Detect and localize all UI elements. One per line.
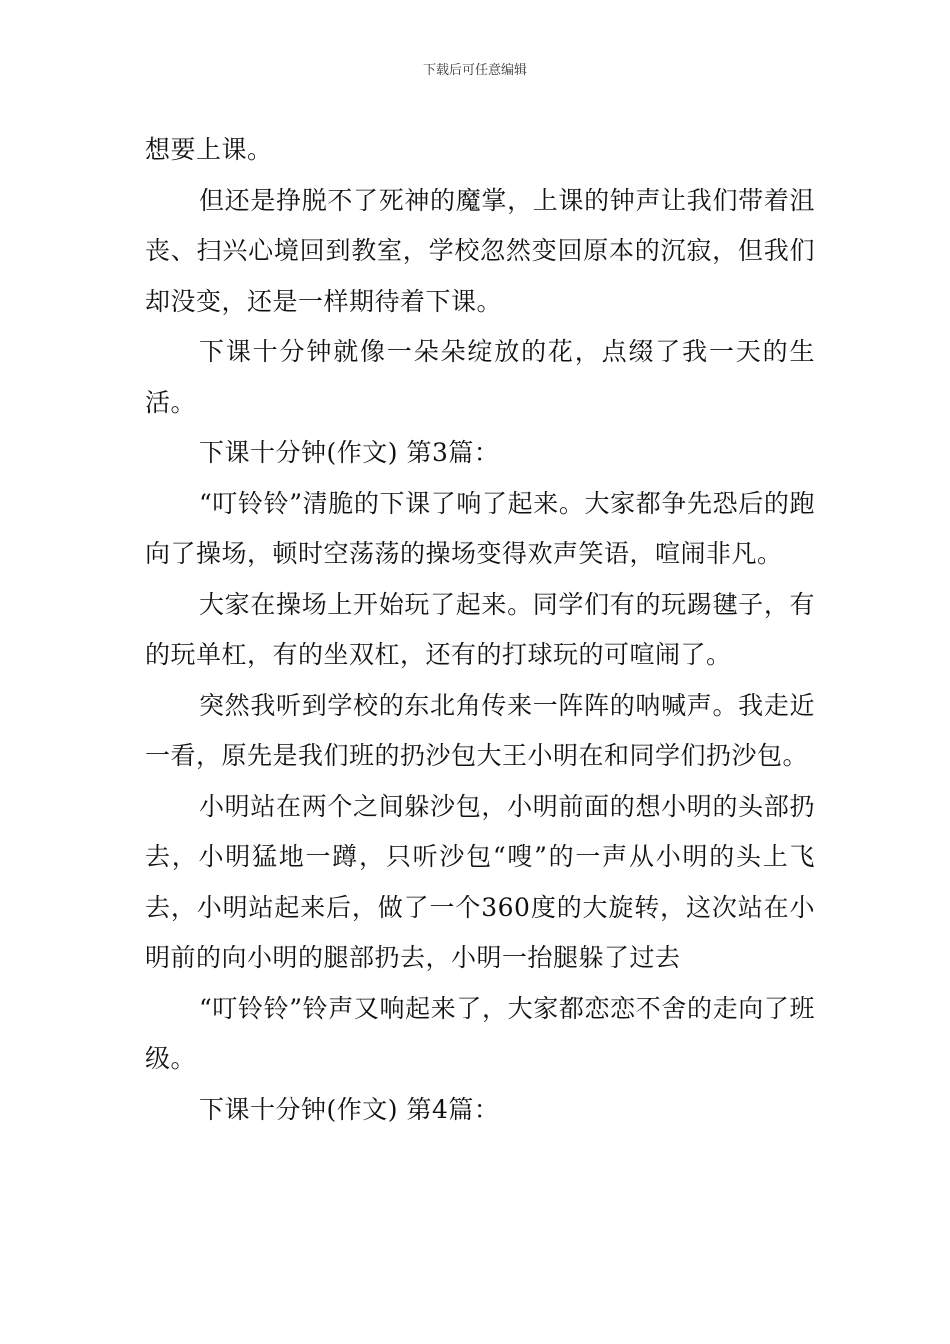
section-heading: 下课十分钟(作文) 第4篇： — [199, 1094, 500, 1124]
section-heading: 下课十分钟(作文) 第3篇： — [199, 438, 500, 467]
paragraph: 下课十分钟就像一朵朵绽放的花，点缀了我一天的生活。 — [145, 337, 815, 417]
page-header: 下载后可任意编辑 — [422, 63, 527, 78]
paragraph: 大家在操场上开始玩了起来。同学们有的玩踢毽子，有的玩单杠，有的坐双杠，还有的打球玩的可喧闹了。 — [145, 589, 815, 669]
paragraph: 但还是挣脱不了死神的魔掌，上课的钟声让我们带着沮丧、扫兴心境回到教室，学校忽然变回原本的沉寂，但我们却没变，还是一样期待着下课。 — [145, 185, 815, 316]
paragraph: “叮铃铃”铃声又响起来了，大家都恋恋不舍的走向了班级。 — [145, 993, 815, 1073]
paragraph: 突然我听到学校的东北角传来一阵阵的呐喊声。我走近一看，原先是我们班的扔沙包大王小明在和同学们扔沙包。 — [145, 690, 815, 770]
paragraph: 想要上课。 — [145, 135, 273, 164]
document-body — [145, 125, 815, 1135]
paragraph: “叮铃铃”清脆的下课了响了起来。大家都争先恐后的跑向了操场，顿时空荡荡的操场变得欢声笑语，喧闹非凡。 — [145, 488, 815, 568]
paragraph: 小明站在两个之间躲沙包，小明前面的想小明的头部扔去，小明猛地一蹲，只听沙包“嗖”的一声从小明的头上飞去，小明站起来后，做了一个360度的大旋转，这次站在小明前的向小明的腿部扔去，小明一抬腿躲了过去 — [145, 791, 815, 972]
